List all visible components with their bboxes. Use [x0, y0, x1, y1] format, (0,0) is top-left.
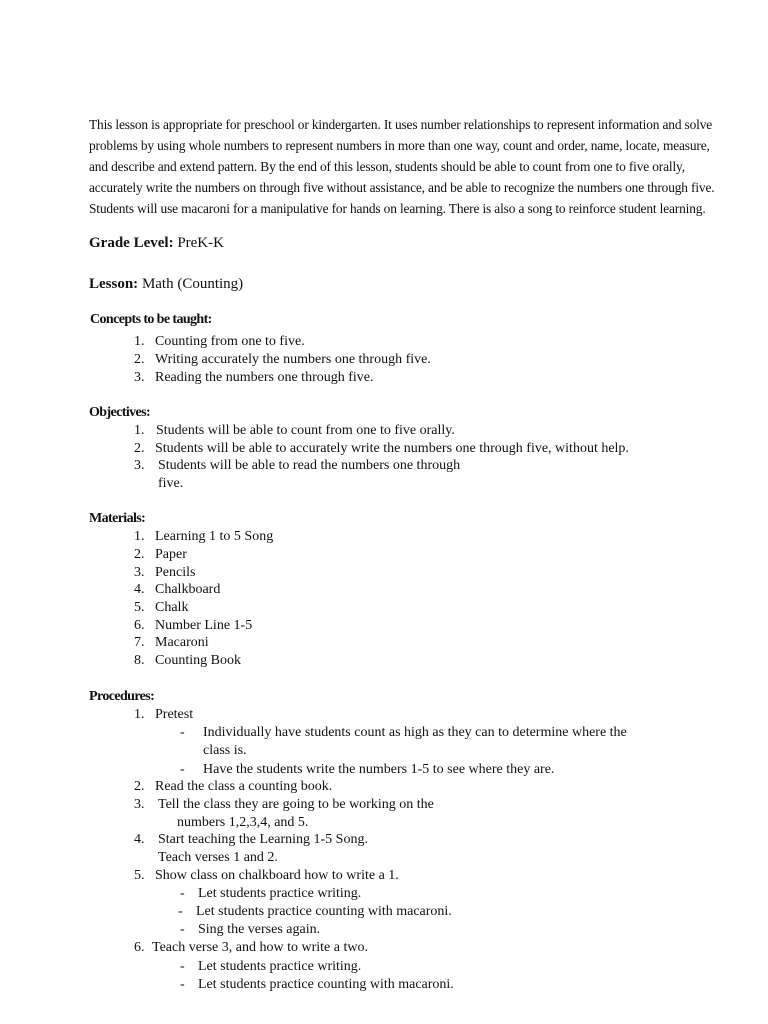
item-number: 8.	[134, 653, 145, 668]
list-item	[134, 351, 431, 369]
item-text: Show class on chalkboard how to write a 1.	[155, 868, 399, 883]
item-bullet: -	[180, 959, 185, 974]
list-item-continuation	[203, 742, 247, 760]
item-text: Counting from one to five.	[155, 334, 305, 349]
item-text: Let students practice counting with macaroni.	[198, 977, 454, 992]
item-text: Start teaching the Learning 1-5 Song.	[158, 832, 368, 847]
item-text: Teach verse 3, and how to write a two.	[152, 940, 368, 955]
concepts-heading: Concepts to be taught:	[90, 312, 212, 327]
item-text: Pencils	[155, 565, 196, 580]
item-text: five.	[158, 476, 184, 491]
objectives-heading: Objectives:	[89, 405, 151, 420]
item-number: 2.	[134, 441, 145, 456]
item-bullet: -	[180, 977, 185, 992]
intro-paragraph	[89, 114, 715, 219]
intro-line: problems by using whole numbers to represent numbers in more than one way, count and order, name, locate, measure,	[89, 138, 710, 153]
list-item-continuation	[158, 849, 278, 867]
list-item	[134, 617, 252, 635]
item-text: Reading the numbers one through five.	[155, 370, 374, 385]
item-text: Individually have students count as high as they can to determine where the	[203, 725, 627, 740]
list-item	[134, 564, 195, 582]
list-subitem	[180, 724, 627, 742]
item-text: Let students practice writing.	[198, 959, 362, 974]
grade-level	[89, 235, 224, 252]
item-text: numbers 1,2,3,4, and 5.	[177, 815, 309, 830]
grade-level-label: Grade Level:	[89, 235, 174, 251]
list-item	[134, 652, 241, 670]
list-item	[134, 634, 209, 652]
lesson-value: Math (Counting)	[138, 276, 244, 292]
list-item	[134, 706, 193, 724]
item-text: Macaroni	[155, 635, 209, 650]
item-text: Read the class a counting book.	[155, 779, 333, 794]
intro-line: and describe and extend pattern. By the end of this lesson, students should be able to count from one to five orally,	[89, 159, 685, 174]
item-text: class is.	[203, 743, 247, 758]
item-text: Pretest	[155, 707, 194, 722]
item-bullet: -	[178, 904, 183, 919]
item-number: 1.	[134, 334, 145, 349]
item-number: 7.	[134, 635, 145, 650]
list-subitem	[180, 885, 361, 903]
item-bullet: -	[180, 886, 185, 901]
lesson-label: Lesson:	[89, 276, 139, 292]
item-number: 5.	[134, 600, 145, 615]
lesson	[89, 276, 243, 293]
list-item	[134, 599, 188, 617]
list-item	[134, 457, 460, 475]
item-number: 3.	[134, 797, 145, 812]
item-number: 3.	[134, 370, 145, 385]
list-item	[134, 422, 455, 440]
item-number: 3.	[134, 565, 145, 580]
list-item-continuation	[158, 475, 183, 493]
item-number: 1.	[134, 423, 145, 438]
item-text: Have the students write the numbers 1-5 to see where they are.	[203, 762, 555, 777]
item-bullet: -	[180, 762, 185, 777]
item-text: Teach verses 1 and 2.	[158, 850, 278, 865]
item-text: Let students practice writing.	[198, 886, 362, 901]
item-text: Chalk	[155, 600, 189, 615]
item-text: Counting Book	[155, 653, 241, 668]
list-item	[134, 528, 273, 546]
intro-line: This lesson is appropriate for preschool or kindergarten. It uses number relationships to represent information and solve	[89, 117, 713, 132]
list-subitem	[180, 958, 361, 976]
item-number: 4.	[134, 832, 145, 847]
list-item	[134, 831, 368, 849]
list-item-continuation	[177, 814, 308, 832]
item-number: 1.	[134, 529, 145, 544]
item-number: 2.	[134, 547, 145, 562]
list-subitem	[178, 903, 452, 921]
item-text: Tell the class they are going to be working on the	[158, 797, 434, 812]
list-subitem	[180, 761, 554, 779]
list-item	[134, 867, 399, 885]
item-bullet: -	[180, 922, 185, 937]
list-item	[134, 333, 305, 351]
list-item	[134, 369, 374, 387]
item-number: 6.	[134, 940, 145, 955]
item-text: Chalkboard	[155, 582, 221, 597]
item-text: Sing the verses again.	[198, 922, 321, 937]
intro-line: accurately write the numbers on through five without assistance, and be able to recognize the numbers one through five.	[89, 180, 715, 195]
item-number: 5.	[134, 868, 145, 883]
item-number: 3.	[134, 458, 145, 473]
item-bullet: -	[180, 725, 185, 740]
item-text: Students will be able to count from one to five orally.	[156, 423, 455, 438]
grade-level-value: PreK-K	[173, 235, 224, 251]
materials-heading: Materials:	[89, 511, 146, 526]
list-item	[134, 796, 434, 814]
list-item	[134, 581, 220, 599]
item-number: 4.	[134, 582, 145, 597]
item-text: Writing accurately the numbers one through five.	[155, 352, 431, 367]
item-text: Learning 1 to 5 Song	[155, 529, 274, 544]
item-number: 2.	[134, 352, 145, 367]
item-number: 1.	[134, 707, 145, 722]
item-text: Let students practice counting with macaroni.	[196, 904, 452, 919]
item-number: 2.	[134, 779, 145, 794]
list-subitem	[180, 976, 454, 994]
item-text: Students will be able to read the numbers one through	[158, 458, 461, 473]
list-item	[134, 546, 187, 564]
list-subitem	[180, 921, 320, 939]
item-number: 6.	[134, 618, 145, 633]
list-item	[134, 440, 629, 458]
item-text: Students will be able to accurately write the numbers one through five, without help.	[155, 441, 629, 456]
intro-line: Students will use macaroni for a manipulative for hands on learning. There is also a song to reinforce student learning.	[89, 201, 706, 216]
list-item	[134, 939, 368, 957]
list-item	[134, 778, 332, 796]
item-text: Number Line 1-5	[155, 618, 253, 633]
procedures-heading: Procedures:	[89, 689, 155, 704]
item-text: Paper	[155, 547, 187, 562]
